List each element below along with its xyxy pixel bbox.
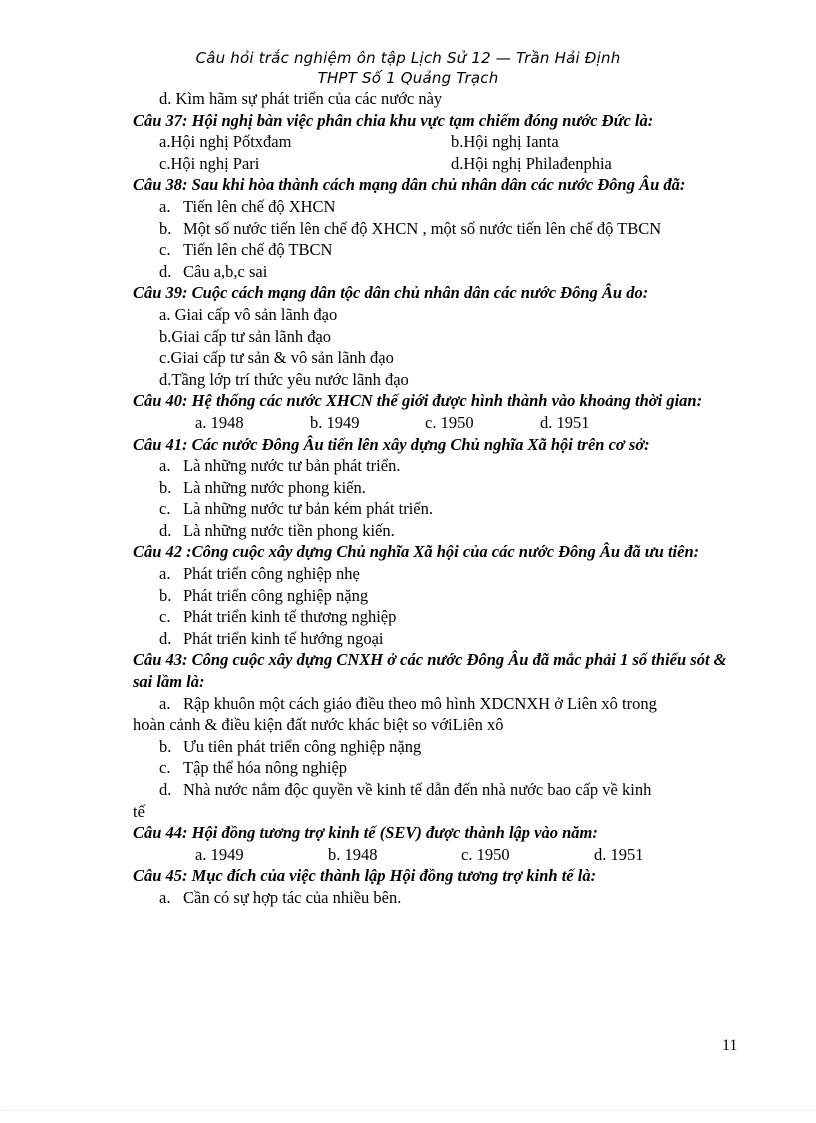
question-45: Câu 45: Mục đích của việc thành lập Hội đồng tương trợ kinh tế là:	[133, 866, 597, 886]
option: d.Tầng lớp trí thức yêu nước lãnh đạo	[159, 369, 409, 389]
option-text: Rập khuôn một cách giáo điều theo mô hình XDCNXH ở Liên xô trong	[183, 693, 657, 713]
option-label: a.	[159, 564, 171, 584]
question-37: Câu 37: Hội nghị bàn việc phân chia khu vực tạm chiếm đóng nước Đức là:	[133, 110, 654, 130]
option-label: b.	[159, 218, 172, 238]
page-number: 11	[722, 1037, 738, 1054]
option	[133, 498, 743, 520]
option-text: Phát triển kinh tế thương nghiệp	[183, 607, 397, 627]
question-39: Câu 39: Cuộc cách mạng dân tộc dân chủ nhân dân các nước Đông Âu do:	[133, 283, 649, 303]
option-continuation: tế	[133, 801, 145, 821]
option-text: Tiến lên chế độ XHCN	[183, 196, 336, 216]
option-label: d.	[159, 261, 172, 281]
option-label: c.	[159, 758, 171, 778]
option-text: Nhà nước nắm độc quyền về kinh tế dẫn đến nhà nước bao cấp về kinh	[183, 780, 652, 799]
page-header	[0, 48, 816, 88]
option-text: Là những nước tư bản phát triển.	[183, 456, 401, 476]
option: a. 1949	[195, 844, 244, 864]
option: a.Hội nghị Pốtxđam	[159, 132, 292, 152]
option	[133, 585, 743, 607]
page-footer-divider	[0, 1110, 816, 1111]
option	[133, 520, 743, 542]
option: d. 1951	[540, 412, 590, 432]
option: a. 1948	[195, 412, 244, 432]
question-43: Câu 43: Công cuộc xây dựng CNXH ở các nước Đông Âu đã mắc phải 1 số thiếu sót & sai lầm là:	[133, 650, 727, 692]
option-text: Phát triển công nghiệp nặng	[183, 585, 369, 605]
option-continuation: hoàn cảnh & điều kiện đất nước khác biệt so vớiLiên xô	[133, 715, 504, 735]
option-label: a.	[159, 196, 171, 216]
option	[133, 887, 743, 909]
question-38: Câu 38: Sau khi hòa thành cách mạng dân chủ nhân dân các nước Đông Âu đã:	[133, 175, 686, 195]
option-text: Cần có sự hợp tác của nhiều bên.	[183, 887, 402, 907]
option-text: Tiến lên chế độ TBCN	[183, 240, 333, 260]
option	[133, 757, 743, 779]
option	[133, 455, 743, 477]
question-41: Câu 41: Các nước Đông Âu tiến lên xây dựng Chủ nghĩa Xã hội trên cơ sở:	[133, 434, 650, 454]
option-text: Là những nước tư bản kém phát triển.	[183, 499, 433, 519]
question-42: Câu 42 :Công cuộc xây dựng Chủ nghĩa Xã hội của các nước Đông Âu đã ưu tiên:	[133, 542, 700, 562]
option-text: Là những nước tiền phong kiến.	[183, 520, 395, 540]
option	[133, 261, 743, 283]
option-text: Phát triển công nghiệp nhẹ	[183, 564, 360, 584]
header-title: Câu hỏi trắc nghiệm ôn tập Lịch Sử 12 — Trần Hải Định	[195, 49, 621, 67]
option	[133, 779, 743, 801]
option: a. Giai cấp vô sản lãnh đạo	[159, 304, 338, 324]
option-label: a.	[159, 456, 171, 476]
header-school: THPT Số 1 Quảng Trạch	[317, 69, 499, 87]
question-44: Câu 44: Hội đồng tương trợ kinh tế (SEV) được thành lập vào năm:	[133, 823, 598, 843]
option	[133, 693, 743, 715]
document-body	[133, 88, 743, 909]
option-label: d.	[159, 520, 172, 540]
option-label: b.	[159, 736, 172, 756]
option: c. 1950	[461, 844, 510, 864]
option: c. 1950	[425, 412, 474, 432]
option-label: a.	[159, 693, 171, 713]
option-label: d.	[159, 628, 172, 648]
option	[133, 563, 743, 585]
options-row	[133, 844, 743, 866]
option: c.Giai cấp tư sản & vô sản lãnh đạo	[159, 348, 394, 368]
question-40: Câu 40: Hệ thống các nước XHCN thế giới được hình thành vào khoảng thời gian:	[133, 391, 703, 411]
option-label: b.	[159, 585, 172, 605]
options-row	[133, 153, 743, 175]
option: d. 1951	[594, 844, 644, 864]
option-label: c.	[159, 499, 171, 519]
option	[133, 477, 743, 499]
option-text: Câu a,b,c sai	[183, 261, 268, 281]
option	[133, 628, 743, 650]
option-text: Là những nước phong kiến.	[183, 477, 366, 497]
option-label: c.	[159, 240, 171, 260]
option: b.Giai cấp tư sản lãnh đạo	[159, 326, 332, 346]
option	[133, 736, 743, 758]
option-text: Phát triển kinh tế hướng ngoại	[183, 628, 384, 648]
options-row	[133, 131, 743, 153]
option	[133, 218, 743, 240]
option-label: c.	[159, 607, 171, 627]
option	[133, 196, 743, 218]
option-text: Một số nước tiến lên chế độ XHCN , một số nước tiến lên chế độ TBCN	[183, 218, 662, 238]
options-row	[133, 412, 743, 434]
option	[133, 239, 743, 261]
option: b. 1949	[310, 412, 360, 432]
option: b. 1948	[328, 844, 378, 864]
option-label: d.	[159, 780, 172, 799]
option-text: Tập thể hóa nông nghiệp	[183, 758, 348, 778]
option: c.Hội nghị Pari	[159, 153, 260, 173]
answer-line: d. Kìm hãm sự phát triển của các nước này	[159, 89, 443, 108]
option-label: a.	[159, 887, 171, 907]
option: d.Hội nghị Philađenphia	[451, 153, 612, 173]
option-label: b.	[159, 477, 172, 497]
option: b.Hội nghị Ianta	[451, 132, 559, 152]
option-text: Ưu tiên phát triển công nghiệp nặng	[183, 736, 422, 756]
option	[133, 606, 743, 628]
